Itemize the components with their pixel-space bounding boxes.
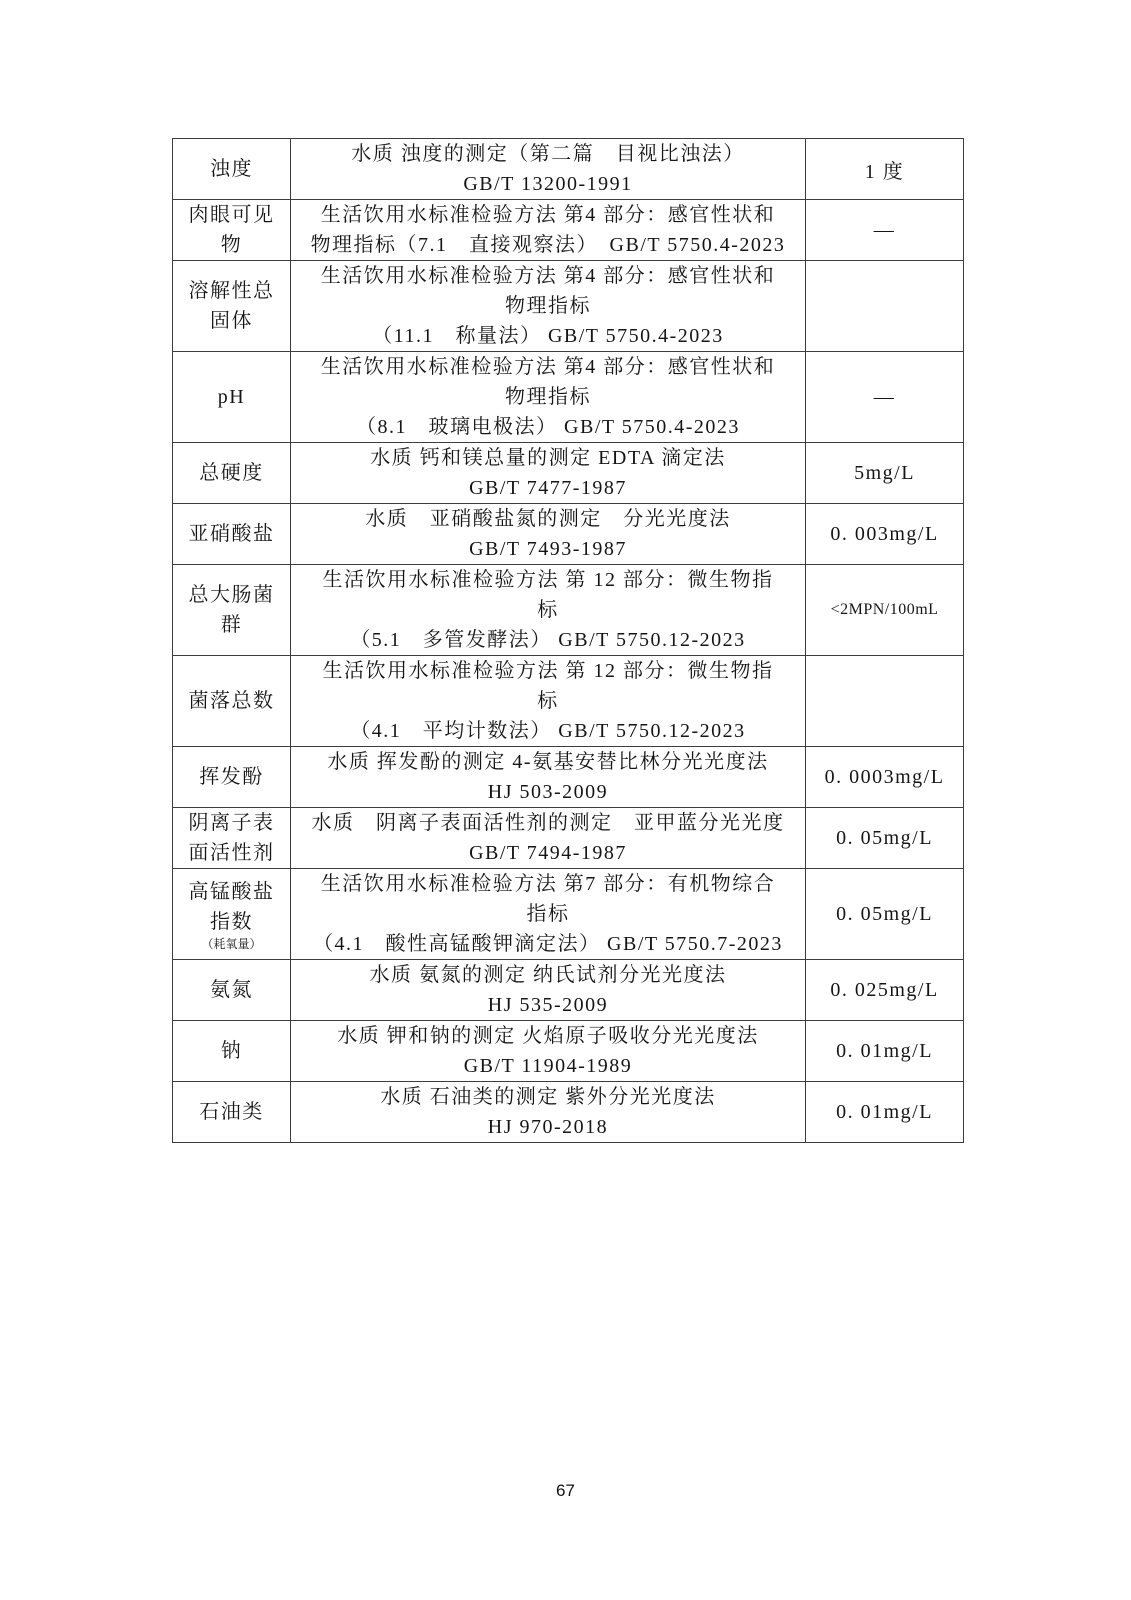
method-line: 物理指标（7.1 直接观察法） GB/T 5750.4-2023 [310, 234, 786, 256]
method-line: 生活饮用水标准检验方法 第7 部分：有机物综合 [320, 873, 776, 895]
parameter-cell [173, 352, 291, 443]
detection-limit-cell: 0. 025mg/L [806, 960, 964, 1021]
method-line: 水质 石油类的测定 紫外分光光度法 [380, 1086, 716, 1108]
table-row [173, 747, 964, 808]
table-row [173, 1021, 964, 1082]
method-cell [291, 352, 806, 443]
method-line: HJ 970-2018 [487, 1116, 609, 1138]
method-cell [291, 200, 806, 261]
parameter-line: 固体 [210, 310, 253, 332]
detection-limit-cell: 0. 0003mg/L [806, 747, 964, 808]
method-line: GB/T 7477-1987 [469, 477, 627, 499]
parameter-cell [173, 656, 291, 747]
table-row [173, 200, 964, 261]
table-row [173, 139, 964, 200]
parameter-cell [173, 504, 291, 565]
method-cell [291, 443, 806, 504]
method-line: 水质 钙和镁总量的测定 EDTA 滴定法 [370, 447, 726, 469]
parameter-cell [173, 261, 291, 352]
method-cell [291, 565, 806, 656]
parameter-line: 浊度 [210, 158, 253, 180]
parameter-line: 挥发酚 [199, 766, 264, 788]
parameter-line: 钠 [220, 1040, 243, 1062]
detection-limit-cell: <2MPN/100mL [806, 565, 964, 656]
parameter-line: 指数 [210, 910, 253, 933]
parameter-line: 肉眼可见 [188, 204, 275, 226]
detection-limit-cell: 0. 01mg/L [806, 1082, 964, 1143]
method-line: （4.1 平均计数法） GB/T 5750.12-2023 [350, 720, 746, 742]
parameter-cell [173, 139, 291, 200]
method-line: （4.1 酸性高锰酸钾滴定法） GB/T 5750.7-2023 [313, 933, 783, 955]
method-cell [291, 808, 806, 869]
parameter-line: 物 [220, 234, 243, 256]
detection-limit-cell [806, 261, 964, 352]
method-cell [291, 261, 806, 352]
method-line: 水质 挥发酚的测定 4-氨基安替比林分光光度法 [327, 751, 769, 773]
table-row [173, 565, 964, 656]
parameter-line: 总大肠菌 [188, 584, 275, 606]
detection-limit-cell: 0. 01mg/L [806, 1021, 964, 1082]
method-line: 水质 阴离子表面活性剂的测定 亚甲蓝分光光度 [311, 812, 785, 834]
detection-limit-cell: 1 度 [806, 139, 964, 200]
parameter-line: 总硬度 [199, 462, 264, 484]
table-row [173, 656, 964, 747]
method-cell [291, 747, 806, 808]
parameter-cell [173, 443, 291, 504]
page-number: 67 [556, 1481, 575, 1500]
table-row [173, 1082, 964, 1143]
detection-limit-cell: 5mg/L [806, 443, 964, 504]
method-line: 生活饮用水标准检验方法 第 12 部分：微生物指 [322, 660, 774, 682]
method-line: HJ 535-2009 [487, 994, 609, 1016]
method-line: 标 [537, 690, 559, 712]
method-line: 物理指标 [505, 295, 591, 317]
method-cell [291, 504, 806, 565]
detection-limit-cell: 0. 05mg/L [806, 869, 964, 960]
detection-limit-cell: — [806, 200, 964, 261]
method-line: （8.1 玻璃电极法） GB/T 5750.4-2023 [356, 416, 740, 438]
detection-limit-cell: — [806, 352, 964, 443]
parameter-cell [173, 869, 291, 960]
parameter-line: 亚硝酸盐 [188, 523, 275, 545]
method-cell [291, 869, 806, 960]
parameter-cell [173, 1082, 291, 1143]
methods-table-body [173, 139, 964, 1143]
detection-limit-cell [806, 656, 964, 747]
method-line: GB/T 11904-1989 [463, 1055, 633, 1077]
detection-limit-cell: 0. 05mg/L [806, 808, 964, 869]
table-row [173, 808, 964, 869]
parameter-line: 高锰酸盐 [188, 880, 275, 903]
method-line: 水质 钾和钠的测定 火焰原子吸收分光光度法 [337, 1025, 759, 1047]
method-line: 水质 亚硝酸盐氮的测定 分光光度法 [365, 508, 731, 530]
parameter-line: 氨氮 [210, 979, 253, 1001]
table-row [173, 352, 964, 443]
detection-limit-cell: 0. 003mg/L [806, 504, 964, 565]
table-row [173, 443, 964, 504]
method-line: GB/T 13200-1991 [463, 173, 633, 195]
parameter-cell [173, 808, 291, 869]
method-line: 标 [537, 599, 559, 621]
method-line: （5.1 多管发酵法） GB/T 5750.12-2023 [350, 629, 746, 651]
parameter-line: 石油类 [199, 1101, 264, 1123]
parameter-cell [173, 200, 291, 261]
parameter-cell [173, 960, 291, 1021]
parameter-line: pH [217, 386, 246, 408]
method-line: 指标 [526, 903, 570, 925]
method-line: 生活饮用水标准检验方法 第 12 部分：微生物指 [322, 569, 774, 591]
method-cell [291, 656, 806, 747]
method-line: 生活饮用水标准检验方法 第4 部分：感官性状和 [320, 204, 776, 226]
method-cell [291, 1082, 806, 1143]
method-line: 水质 氨氮的测定 纳氏试剂分光光度法 [369, 964, 727, 986]
parameter-cell [173, 1021, 291, 1082]
parameter-line: 阴离子表 [188, 812, 275, 834]
parameter-line: 群 [220, 614, 243, 636]
parameter-note: （耗氧量） [201, 936, 262, 951]
method-line: GB/T 7494-1987 [469, 842, 627, 864]
method-cell [291, 960, 806, 1021]
parameter-line: 面活性剂 [188, 842, 275, 864]
parameter-cell [173, 747, 291, 808]
method-line: 物理指标 [505, 386, 591, 408]
method-cell [291, 139, 806, 200]
water-quality-methods-table [172, 138, 964, 1143]
parameter-line: 溶解性总 [188, 280, 275, 302]
parameter-cell [173, 565, 291, 656]
method-line: GB/T 7493-1987 [469, 538, 627, 560]
method-line: 生活饮用水标准检验方法 第4 部分：感官性状和 [320, 265, 776, 287]
method-line: 水质 浊度的测定（第二篇 目视比浊法） [351, 143, 745, 165]
parameter-line: 菌落总数 [188, 690, 275, 712]
method-line: HJ 503-2009 [487, 781, 609, 803]
table-row [173, 869, 964, 960]
method-line: （11.1 称量法） GB/T 5750.4-2023 [372, 325, 724, 347]
table-row [173, 504, 964, 565]
table-row [173, 960, 964, 1021]
method-line: 生活饮用水标准检验方法 第4 部分：感官性状和 [320, 356, 776, 378]
method-cell [291, 1021, 806, 1082]
table-row [173, 261, 964, 352]
